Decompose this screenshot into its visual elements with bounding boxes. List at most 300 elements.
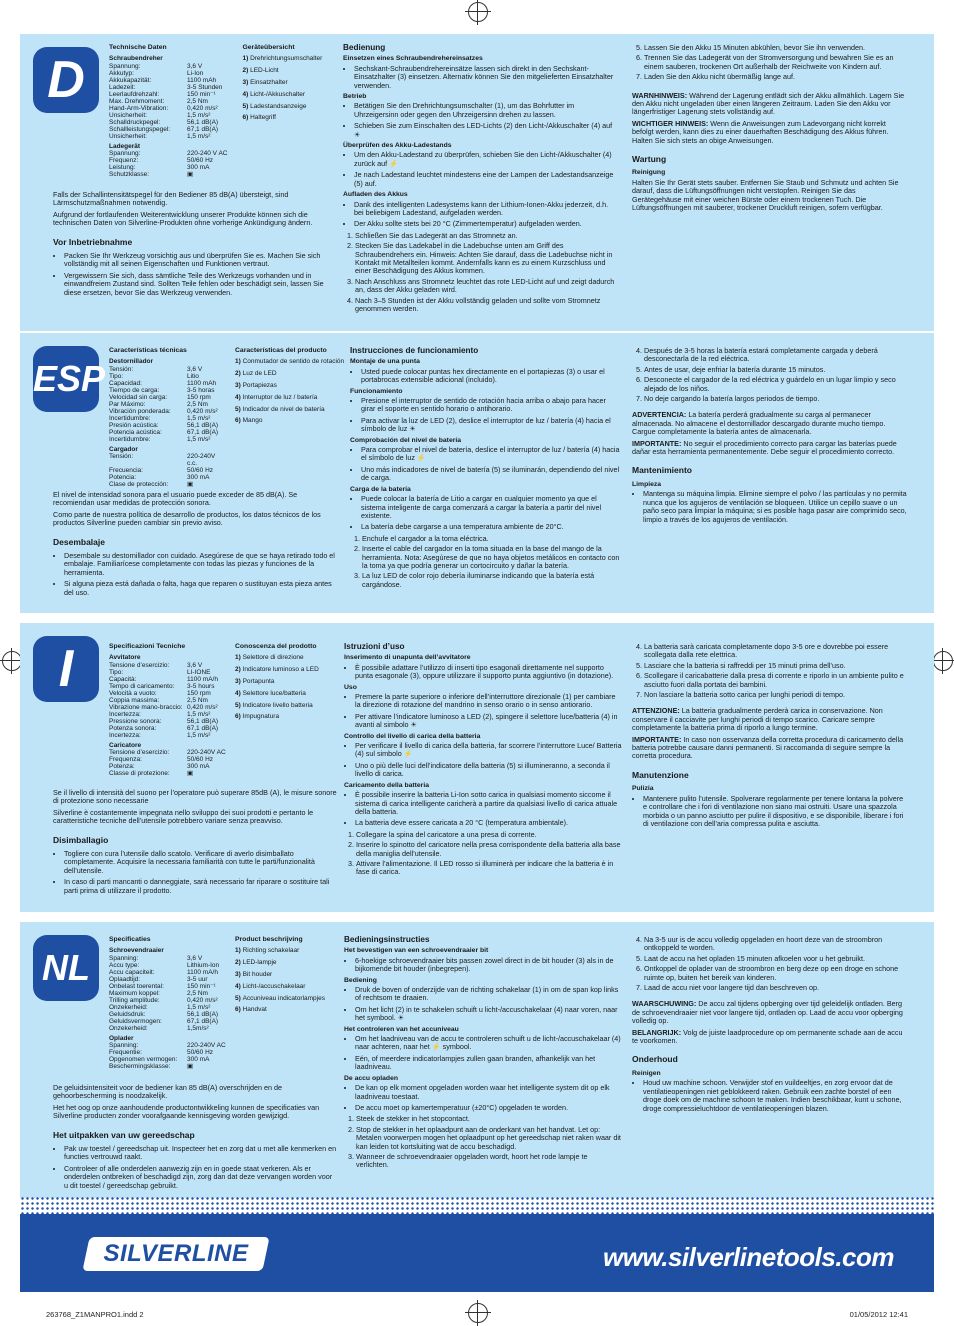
- spec-value: 1,5 m/s²: [187, 112, 211, 120]
- part-item: 3) Portapiezas: [235, 382, 277, 389]
- spec-label: Classe di protezione:: [109, 769, 170, 777]
- section-italian: [20, 623, 934, 912]
- list-item: • Schieben Sie zum Einschalten des LED-Lichts (2) den Licht-/Akkuschalter (4) auf ☀: [354, 122, 618, 139]
- subhead: Überprüfen des Akku-Ladestands: [343, 142, 452, 150]
- list-item: 2. Stecken Sie das Ladekabel in die Ladebuchse unten am Griff des Schraubendrehers ein. Hinweis: Achten Sie darauf, dass die Ladebuchse nicht in Kontakt mit Metallteilen kommt. Andernfalls kann es zu einem Kurzschluss und einer Beschädigung des Akkus kommen.: [355, 242, 618, 276]
- unpack-title: Het uitpakken van uw gereedschap: [53, 1129, 195, 1140]
- bullet-list: [355, 664, 622, 681]
- bullet-list: [354, 102, 618, 139]
- unpack-list: [64, 850, 338, 895]
- subhead: Caricamento della batteria: [344, 781, 429, 789]
- spec-label: Potenza sonora:: [109, 725, 157, 733]
- part-label: Portapunta: [242, 678, 275, 685]
- spec-label: Capacità:: [109, 675, 137, 683]
- spec-table: [109, 53, 234, 178]
- parts-list: [242, 53, 339, 124]
- section-spanish: [20, 333, 934, 613]
- spec-value: 300 mA: [187, 473, 210, 481]
- spec-value: 150 min⁻¹: [187, 982, 216, 990]
- spec-value: Li-Ion: [187, 69, 204, 77]
- spec-value: 56,1 dB(A): [187, 119, 219, 127]
- part-label: Ladestandsanzeige: [250, 102, 307, 110]
- list-item: 4. Nach 3–5 Stunden ist der Akku vollständig geladen und sollte vom Stromnetz genommen werden.: [355, 297, 618, 314]
- part-label: Licht-/Akkuschalter: [250, 90, 305, 98]
- list-item: 5. Antes de usar, deje enfriar la batería durante 15 minutos.: [644, 366, 907, 374]
- spec-value: 1,5 m/s²: [187, 415, 211, 423]
- list-item: 4. La batteria sarà caricata completamente dopo 3-5 ore e dovrebbe poi essere scollegata dalla rete elettrica.: [644, 643, 907, 660]
- spec-change-note: Como parte de nuestra política de desarrollo de productos, los datos técnicos de los productos Silverline pueden cambiar sin previo aviso.: [53, 509, 321, 528]
- logo-text: SILVERLINE: [103, 1240, 249, 1267]
- important-label: IMPORTANTE:: [632, 438, 682, 448]
- cleaning-list: [643, 795, 907, 829]
- spec-label: Trilling amplitude:: [109, 997, 160, 1005]
- spec-label: Pressione sonora:: [109, 718, 162, 726]
- list-item: 5. Laat de accu na het opladen 15 minuten afkoelen voor u het gebruikt.: [644, 955, 907, 963]
- spec-label: Vibrazione mano-braccio:: [109, 704, 183, 712]
- list-item: • Per attivare l’indicatore luminoso a LED (2), spingere il selettore luce/batteria (4) in avanti al simbolo ☀: [355, 713, 622, 730]
- spec-label: Akkukapazität:: [109, 76, 152, 84]
- list-item: • Om het licht (2) in te schakelen schuift u licht-/accuschakelaar (4) naar voren, naar het symbool. ☀: [355, 1006, 622, 1023]
- part-item: 3) Portapunta: [235, 678, 275, 685]
- spec-column: [109, 643, 349, 777]
- list-item: • Uno más indicadores de nivel de batería (5) se iluminarán, dependiendo del nivel de carga.: [361, 466, 622, 483]
- bullet-list: [355, 957, 622, 974]
- list-item: • La batería debe cargarse a una temperatura ambiente de 20°C.: [361, 523, 622, 531]
- spec-label: Maximum koppel:: [109, 989, 160, 997]
- warning-label: ATTENZIONE:: [632, 706, 680, 716]
- spec-label: Spanning:: [109, 1041, 139, 1049]
- bullet-list: [354, 151, 618, 188]
- spec-value: Lithium-Ion: [187, 961, 220, 969]
- language-tag-d: D: [33, 47, 99, 113]
- spec-value: 50/60 Hz: [187, 156, 214, 164]
- spec-group-head: Oplader: [109, 1034, 134, 1042]
- spec-label: Akkutyp:: [109, 69, 134, 77]
- list-item: • Der Akku sollte stets bei 20 °C (Zimmertemperatur) aufgeladen werden.: [354, 220, 618, 228]
- list-item: • 6-hoekige schroevendraaier bits passen zowel direct in de bit houder (3) als in de bijkomende bit houder (inbegrepen).: [355, 957, 622, 974]
- list-item: 2. Inserte el cable del cargador en la toma situada en la base del mango de la herramienta. Nota: Asegúrese de que no haya objetos metálicos en contacto con la toma ya que podría generar un cortocircuito y dañar la batería.: [362, 545, 622, 570]
- noise-note: Falls der Schallintensitätspegel für den Bediener 85 dB(A) übersteigt, sind Lärmschutzmaßnahmen notwendig.: [53, 190, 289, 208]
- spec-label: Onzekerheid:: [109, 1025, 148, 1033]
- spec-label: Frequenza:: [109, 755, 142, 763]
- spec-title: Specificazioni Tecniche: [109, 643, 186, 650]
- bullet-list: [355, 1084, 622, 1112]
- operation-title: Istruzioni d’uso: [344, 642, 405, 651]
- spec-label: Beschermingsklasse:: [109, 1062, 171, 1070]
- spec-value: 150 min⁻¹: [187, 90, 216, 98]
- part-label: Selettore di direzione: [242, 654, 304, 662]
- spec-table: [109, 652, 227, 777]
- part-item: 6) Handvat: [235, 1006, 267, 1014]
- spec-group-head: Schroevendraaier: [109, 947, 164, 955]
- notes-column: [53, 1084, 338, 1193]
- spec-value: 3-5 uur: [187, 975, 208, 983]
- spec-value: 50/60 Hz: [187, 1048, 214, 1056]
- spec-value: ▣: [187, 170, 194, 178]
- care-column: [632, 643, 907, 831]
- numbered-steps: [355, 232, 618, 314]
- spec-value: 0,420 m/s²: [187, 704, 218, 712]
- spec-label: Potenza:: [109, 762, 135, 770]
- spec-value: 1100 mAh: [187, 76, 217, 84]
- list-item: 6. Desconecte el cargador de la red eléctrica y guárdelo en un lugar limpio y seco alejado de los niños.: [644, 376, 907, 393]
- cleaning-list: [643, 490, 907, 524]
- bullet-list: [361, 397, 622, 434]
- parts-list: [235, 652, 349, 723]
- list-item: 4. Na 3-5 uur is de accu volledig opgeladen en hoort deze van de stroombron ontkoppeld te worden.: [644, 936, 907, 953]
- noise-note: Se il livello di intensità del suono per l’operatore può superare 85dB (A), le misure sonore di protezione sono necessarie: [53, 788, 337, 806]
- part-item: 4) Interruptor de luz / batería: [235, 393, 318, 401]
- spec-change-note: Aufgrund der fortlaufenden Weiterentwicklung unserer Produkte können sich die technischen Daten von Silverline-Produkten ohne vorherige Ankündigung ändern.: [53, 209, 313, 228]
- operation-title: Bedieningsinstructies: [344, 935, 430, 944]
- subhead: Betrieb: [343, 93, 367, 101]
- spec-value: 150 rpm: [187, 689, 211, 697]
- numbered-steps: [644, 44, 907, 82]
- spec-value: 2,5 Nm: [187, 400, 208, 408]
- important-label: WICHTIGER HINWEIS:: [632, 118, 709, 128]
- numbered-steps: [356, 831, 622, 877]
- spec-value: 1,5 m/s²: [187, 1004, 211, 1012]
- part-label: LED-lampje: [242, 959, 277, 967]
- spec-group-head: Schraubendreher: [109, 55, 163, 63]
- warning-text: La batería perderá gradualmente su carga al permanecer almacenada. No almacene el destornillador descargado durante mucho tiempo. Cargue completamente la batería antes de almacenarla.: [632, 410, 886, 437]
- spec-value: 56,1 dB(A): [187, 718, 219, 726]
- list-item: • Presione el interruptor de sentido de rotación hacia arriba o abajo para hacer girar el soporte en sentido horario o antihorario.: [361, 397, 622, 414]
- numbered-steps: [362, 535, 622, 589]
- cleaning-text: • Mantenere pulito l’utensile. Spolverare regolarmente per tenere lontana la polvere e controllare che i fori di ventilazione non siano mai ostruiti. Usare una spazzola morbida o un panno asciutto per pulire il dispositivo, e se disponibile, liberare i fori di ventilazione con dell’aria compressa pulita e asciutta.: [643, 795, 907, 829]
- spec-label: Schalldruckpegel:: [109, 119, 161, 127]
- spec-value: 3,6 V: [187, 62, 203, 70]
- silverline-logo: [82, 1237, 269, 1271]
- subhead: Comprobación del nivel de batería: [350, 436, 462, 444]
- subhead: Bediening: [344, 976, 377, 984]
- bullet-list: [355, 693, 622, 730]
- cleaning-text: • Mantenga su máquina limpia. Elimine siempre el polvo / las partículas y no permita nunca que los agujeros de ventilación se bloqueen. Utilice un cepillo suave o un paño seco para limpiar la máquina; si es posible haga pasar aire comprimido seco, limpio a través de los agujeros de ventilación.: [643, 490, 907, 524]
- part-item: 2) LED-Licht: [242, 67, 279, 75]
- subhead: Einsetzen eines Schraubendrehereinsatzes: [343, 55, 483, 63]
- cleaning-subhead: Limpieza: [632, 480, 662, 488]
- spec-value: 67,1 dB(A): [187, 1018, 219, 1026]
- list-item: • La batteria deve essere caricata a 20 °C (temperatura ambientale).: [355, 819, 622, 827]
- important-text: Volg de juiste laadprocedure op om permanente schade aan de accu te voorkomen.: [632, 1027, 903, 1046]
- spec-label: Par Máximo:: [109, 400, 146, 408]
- important-label: BELANGRIJK:: [632, 1027, 682, 1037]
- list-item: 3. Attivare l’alimentazione. Il LED rosso si illuminerà per indicare che la batteria è in fase di carica.: [356, 860, 622, 877]
- spec-group-head: Cargador: [109, 445, 138, 453]
- spec-value: 0,420 m/s²: [187, 997, 218, 1005]
- spec-label: Oplaadtijd:: [109, 975, 141, 983]
- operation-title: Instrucciones de funcionamiento: [350, 346, 479, 355]
- list-item: • In caso di parti mancanti o danneggiate, sarà necessario far riparare o sostituire tali parti prima di utilizzare il prodotto.: [64, 878, 338, 895]
- spec-value: 220-240 V AC: [187, 149, 228, 157]
- bullet-list: [361, 495, 622, 532]
- list-item: 4. Después de 3-5 horas la batería estará completamente cargada y deberá desconectarla de la red eléctrica.: [644, 347, 907, 364]
- list-item: • Sechskant-Schraubendrehereinsätze lassen sich direkt in den Sechskant-Einsatzhalter (3) einsetzen. Alternativ können Sie den mitgelieferten Einsatzhalter verwenden.: [354, 65, 618, 90]
- spec-value: 3-5 Stunden: [187, 83, 223, 91]
- spec-change-note: Silverline è costantemente impegnata nello sviluppo dei suoi prodotti e pertanto le caratteristiche tecniche dell’utensile potrebbero variare senza preavviso.: [53, 807, 314, 826]
- spec-label: Incertezza:: [109, 711, 141, 719]
- warning-text: De accu zal tijdens opberging over tijd geleidelijk ontladen. Berg de schroevendraaier niet voor langere tijd, ontladen op. Laad de accu voor opberging volledig op.: [632, 999, 903, 1026]
- spec-label: Incertezza:: [109, 732, 141, 740]
- subhead: Montaje de una punta: [350, 358, 420, 366]
- spec-group-head: Avvitatore: [109, 654, 141, 662]
- spec-label: Unsicherheit:: [109, 133, 147, 141]
- parts-list: [235, 945, 349, 1016]
- spec-label: Frequenz:: [109, 156, 139, 164]
- bullet-list: [354, 65, 618, 90]
- list-item: • Controleer of alle onderdelen aanwezig zijn en in goede staat verkeren. Als er onderdelen ontbreken of beschadigd zijn, zorg dan dat deze vervangen worden voor u dit toestel / gereedschap gebruikt.: [64, 1165, 338, 1190]
- list-item: 7. No deje cargando la batería largos periodos de tiempo.: [644, 395, 907, 403]
- spec-label: Onzekerheid:: [109, 1004, 148, 1012]
- part-label: Haltegriff: [250, 114, 276, 122]
- part-item: 1) Richting schakelaar: [235, 947, 300, 955]
- cleaning-text: Halten Sie Ihr Gerät stets sauber. Entfernen Sie Staub und Schmutz und achten Sie darauf, dass die Lüftungsöffnungen nicht verstopfen. Reinigen Sie das Gerätegehäuse mit einer weichen Bürste oder einem trockenen Tuch. Die Lüftungsöffnungen mit sauberer, trockener Druckluft reinigen, sofern verfügbar.: [632, 177, 899, 213]
- spec-value: 0,420 m/s²: [187, 408, 218, 416]
- spec-value: 2,5 Nm: [187, 989, 208, 997]
- spec-label: Velocità a vuoto:: [109, 689, 157, 697]
- spec-label: Max. Drehmoment:: [109, 97, 165, 105]
- list-item: • È possibile adattare l’utilizzo di inserti tipo esagonali direttamente nel supporto punta esagonale (3), oppure utilizzare il supporto punta aggiuntivo (in dotazione).: [355, 664, 622, 681]
- numbered-steps: [356, 1115, 622, 1169]
- parts-title: Conoscenza del prodotto: [235, 643, 317, 650]
- spec-label: Coppia massima:: [109, 696, 160, 704]
- care-column: [632, 44, 907, 216]
- spec-value: 2,5 Nm: [187, 696, 208, 704]
- website-url[interactable]: www.silverlinetools.com: [603, 1242, 894, 1272]
- spec-label: Potencia acústica:: [109, 429, 162, 437]
- list-item: • Desembale su destornillador con cuidado. Asegúrese de que se haya retirado todo el embalaje. Familiarícese completamente con todas las piezas y funciones de la herramienta.: [64, 552, 335, 577]
- spec-label: Tiempo de carga:: [109, 386, 160, 394]
- spec-label: Onbelast toerental:: [109, 982, 164, 990]
- subhead: De accu opladen: [344, 1074, 399, 1082]
- cleaning-text: • Houd uw machine schoon. Verwijder stof en vuildeeltjes, en zorg ervoor dat de ventilatieopeningen niet geblokkeerd raken. Gebruik een zachte borstel of een droge doek om de machine schoon te maken. Indien beschikbaar, kunt u schone, droge compressieluchtdoor de ventilatieopeningen blazen.: [643, 1079, 907, 1113]
- list-item: 2. Inserire lo spinotto del caricatore nella presa corrispondente della batteria alla base della maniglia dell’utensile.: [356, 841, 622, 858]
- list-item: • Je nach Ladestand leuchtet mindestens eine der Lampen der Ladestandsanzeige (5) auf.: [354, 171, 618, 188]
- part-label: Licht-/accuschakelaar: [242, 982, 306, 990]
- part-item: 1) Conmutador de sentido de rotación: [235, 358, 345, 366]
- spec-label: Accu type:: [109, 961, 140, 969]
- part-label: Bit houder: [242, 971, 273, 978]
- list-item: • Para activar la luz de LED (2), deslice el interruptor de luz / batería (4) hacia el símbolo de luz ☀: [361, 417, 622, 434]
- spec-value: 1100 mA/h: [187, 675, 218, 683]
- print-slug-date: 01/05/2012 12:41: [849, 1310, 908, 1319]
- part-label: Selettore luce/batteria: [242, 689, 306, 697]
- registration-mark-top: [468, 2, 488, 22]
- list-item: 2. Stop de stekker in het oplaadpunt aan de onderkant van het handvat. Let op: Metalen voorwerpen mogen het oplaadpunt op het gereedschap niet raken waar dit kan leiden tot kortsluiting wat de accu beschadigd.: [356, 1126, 622, 1151]
- print-slug-file: 263768_Z1MANPRO1.indd 2: [46, 1310, 144, 1319]
- spec-value: 56,1 dB(A): [187, 422, 219, 430]
- spec-value: LI-IONE: [187, 668, 211, 676]
- list-item: 1. Collegare la spina del caricatore a una presa di corrente.: [356, 831, 622, 839]
- registration-mark-left: [2, 651, 22, 671]
- list-item: • Druk de boven of onderzijde van de richting schakelaar (1) in om de span kop links of rechtsom te draaien.: [355, 986, 622, 1003]
- unpack-list: [64, 552, 335, 597]
- subhead: Inserimento di unapunta dell’avvitatore: [344, 654, 471, 662]
- list-item: 6. Trennen Sie das Ladegerät von der Stromversorgung und bewahren Sie es an einem sauberen, trockenen Ort außerhalb der Reichweite von Kindern auf.: [644, 54, 907, 71]
- spec-label: Tensión:: [109, 365, 134, 373]
- language-tag-esp: ESP: [33, 346, 99, 412]
- spec-label: Schutzklasse:: [109, 170, 150, 178]
- operation-title: Bedienung: [343, 43, 386, 52]
- part-item: 6) Mango: [235, 417, 263, 425]
- spec-label: Hand-Arm-Vibration:: [109, 105, 169, 113]
- spec-label: Incertidumbre:: [109, 415, 151, 423]
- language-tag-nl: NL: [33, 935, 99, 1001]
- spec-label: Tipo:: [109, 668, 124, 676]
- part-label: Indicatore luminoso a LED: [242, 666, 319, 674]
- part-item: 6) Haltegriff: [242, 114, 276, 122]
- list-item: 5. Lasciare che la batteria si raffreddi per 15 minuti prima dell’uso.: [644, 662, 907, 670]
- subhead: Controllo del livello di carica della batteria: [344, 732, 481, 740]
- operation-column: [343, 44, 618, 315]
- spec-label: Spannung:: [109, 62, 141, 70]
- spec-value: 300 mA: [187, 1055, 210, 1063]
- list-item: 3. La luz LED de color rojo debería iluminarse indicando que la batería está cargándose.: [362, 572, 622, 589]
- notes-column: [53, 789, 338, 898]
- spec-label: Opgenomen vermogen:: [109, 1055, 178, 1063]
- bullet-list: [354, 201, 618, 229]
- registration-mark-bottom: [468, 1303, 488, 1323]
- list-item: 1. Schließen Sie das Ladegerät an das Stromnetz an.: [355, 232, 618, 240]
- spec-value: Litio: [187, 372, 199, 380]
- part-item: 3) Einsatzhalter: [242, 79, 288, 86]
- footer-band: [20, 1214, 934, 1292]
- part-label: Einsatzhalter: [250, 79, 288, 86]
- halftone-band: [20, 1196, 934, 1216]
- spec-label: Tensione d’esercizio:: [109, 748, 170, 756]
- bullet-list: [355, 986, 622, 1023]
- notes-column: [53, 191, 333, 300]
- subhead: Funcionamiento: [350, 387, 403, 395]
- list-item: 3. Nach Anschluss ans Stromnetz leuchtet das rote LED-Licht auf und zeigt dadurch an, dass der Akku geladen wird.: [355, 278, 618, 295]
- spec-table: [109, 356, 227, 488]
- spec-value: 1100 mAh: [187, 379, 217, 387]
- spec-value: ▣: [187, 1062, 194, 1070]
- list-item: • Vergewissern Sie sich, dass sämtliche Teile des Werkzeugs vorhanden und in einwandfreiem Zustand sind. Sollten Teile fehlen oder beschädigt sein, lassen Sie diese ersetzen, bevor Sie das Werkzeug verwenden.: [64, 272, 333, 297]
- spec-label: Leerlaufdrehzahl:: [109, 90, 160, 98]
- part-item: 4) Selettore luce/batteria: [235, 689, 306, 697]
- parts-title: Geräteübersicht: [242, 44, 295, 51]
- spec-value: 1,5 m/s²: [187, 711, 211, 719]
- registration-mark-right: [933, 651, 953, 671]
- list-item: • Um den Akku-Ladestand zu überprüfen, schieben Sie den Licht-/Akkuschalter (4) zurück auf ⚡: [354, 151, 618, 168]
- list-item: 6. Ontkoppel de oplader van de stroombron en berg deze op een droge en schone ruimte op, buiten het bereik van kinderen.: [644, 965, 907, 982]
- spec-value: 67,1 dB(A): [187, 725, 219, 733]
- spec-label: Frecuencia:: [109, 466, 143, 474]
- spec-table: [109, 945, 227, 1070]
- spec-label: Capacidad:: [109, 379, 142, 387]
- spec-label: Geluidsvermogen:: [109, 1018, 162, 1026]
- important-label: IMPORTANTE:: [632, 734, 682, 744]
- spec-label: Vibración ponderada:: [109, 408, 171, 416]
- spec-value: 50/60 Hz: [187, 755, 214, 763]
- list-item: • Betätigen Sie den Drehrichtungsumschalter (1), um das Bohrfutter im Uhrzeigersinn oder gegen den Uhrzeigersinn drehen zu lassen.: [354, 102, 618, 119]
- list-item: 1. Enchufe el cargador a la toma eléctrica.: [362, 535, 622, 543]
- section-dutch: [20, 922, 934, 1198]
- part-item: 5) Accuniveau indicatorlampjes: [235, 994, 325, 1002]
- list-item: • È possibile inserire la batteria Li-Ion sotto carica in qualsiasi momento siccome il sistema di carica intelligente caricherà a partire da qualsiasi livello di carica attuale della batteria.: [355, 791, 622, 816]
- spec-group-head: Caricatore: [109, 741, 142, 749]
- list-item: • Pak uw toestel / gereedschap uit. Inspecteer het en zorg dat u met alle kenmerken en functies vertrouwd raakt.: [64, 1145, 338, 1162]
- spec-value: ▣: [187, 481, 194, 488]
- spec-value: 3-5 hours: [187, 682, 215, 690]
- subhead: Het controleren van het accuniveau: [344, 1025, 459, 1033]
- spec-value: 300 mA: [187, 762, 210, 770]
- parts-list: [235, 356, 349, 427]
- important-text: Wenn die Anweisungen zum Ladevorgang nicht korrekt befolgt werden, kann dies zu einer dauerhaften Beschädigung des Akkus führen. Halten Sie sich stets an obige Anweisungen.: [632, 118, 889, 145]
- spec-value: 1,5 m/s²: [187, 133, 211, 141]
- part-item: 1) Selettore di direzione: [235, 654, 304, 662]
- list-item: 1. Steek de stekker in het stopcontact.: [356, 1115, 622, 1123]
- spec-title: Características técnicas: [109, 347, 187, 354]
- bullet-list: [355, 791, 622, 828]
- spec-value: 50/60 Hz: [187, 466, 214, 474]
- list-item: • Om het laadniveau van de accu te controleren schuift u de licht-/accuschakelaar (4) naar achteren, naar het ⚡ symbool.: [355, 1035, 622, 1052]
- list-item: • Per verificare il livello di carica della batteria, far scorrere l’interruttore Luce/ Batteria (4) sul simbolo ⚡: [355, 742, 622, 759]
- spec-group-head: Ladegerät: [109, 142, 141, 150]
- list-item: • Uno o più delle luci dell’indicatore della batteria (5) si illumineranno, a seconda il livello di carica.: [355, 762, 622, 779]
- part-item: 4) Licht-/accuschakelaar: [235, 982, 306, 990]
- list-item: 6. Scollegare il caricabatterie dalla presa di corrente e riporlo in un ambiente pulito e asciutto fuori dalla portata dei bambini.: [644, 672, 907, 689]
- part-label: LED-Licht: [250, 67, 279, 75]
- spec-value: 1,5 m/s²: [187, 436, 211, 444]
- part-item: 2) LED-lampje: [235, 959, 277, 967]
- spec-value: 220-240V AC: [187, 1041, 226, 1049]
- spec-label: Potencia:: [109, 473, 137, 481]
- list-item: 7. Laad de accu niet voor langere tijd dan beschreven op.: [644, 984, 907, 992]
- part-item: 1) Drehrichtungsumschalter: [242, 55, 323, 63]
- list-item: • De kan op elk moment opgeladen worden waar het intelligente system dit op elk laadniveau toestaat.: [355, 1084, 622, 1101]
- spec-value: 0,420 m/s²: [187, 105, 218, 113]
- bullet-list: [355, 742, 622, 779]
- list-item: 7. Non lasciare la batteria sotto carica per lunghi periodi di tempo.: [644, 691, 907, 699]
- operation-column: [350, 347, 622, 591]
- spec-label: Spanning:: [109, 954, 139, 962]
- spec-value: 3,6 V: [187, 661, 203, 669]
- noise-note: De geluidsintensiteit voor de bediener kan 85 dB(A) overschrijden en de gehoorbescherming is noodzakelijk.: [53, 1083, 282, 1101]
- part-item: 5) Indicatore livello batteria: [235, 701, 313, 709]
- unpack-list: [64, 1145, 338, 1190]
- cleaning-subhead: Reinigung: [632, 169, 666, 177]
- spec-value: 67,1 dB(A): [187, 429, 219, 437]
- part-item: 6) Impugnatura: [235, 713, 280, 721]
- part-label: Luz de LED: [242, 370, 277, 378]
- spec-label: Accu capaciteit:: [109, 968, 155, 976]
- subhead: Aufladen des Akkus: [343, 191, 408, 199]
- language-tag-i: I: [33, 636, 99, 702]
- list-item: • Togliere con cura l’utensile dallo scatolo. Verificare di averlo disimballato completamente. Acquisire la necessaria familiarità con tutte le parti/funzionalità dell’utensile.: [64, 850, 338, 875]
- maintenance-title: Manutenzione: [632, 769, 689, 780]
- operation-column: [344, 643, 622, 879]
- list-item: • Eén, of meerdere indicatorlampjes zullen gaan branden, afhankelijk van het laadniveau.: [355, 1055, 622, 1072]
- spec-value: 300 mA: [187, 163, 210, 171]
- spec-label: Spannung:: [109, 149, 141, 157]
- spec-label: Velocidad sin carga:: [109, 393, 168, 401]
- parts-title: Características del producto: [235, 347, 327, 354]
- spec-label: Presión acústica:: [109, 422, 159, 430]
- care-column: [632, 936, 907, 1116]
- spec-label: Tempo di caricamento:: [109, 682, 175, 690]
- subhead: Carga de la batería: [350, 485, 411, 493]
- spec-title: Specificaties: [109, 936, 151, 943]
- numbered-steps: [644, 643, 907, 699]
- section-german: [20, 34, 934, 331]
- part-item: 2) Indicatore luminoso a LED: [235, 666, 319, 674]
- warning-label: ADVERTENCIA:: [632, 410, 687, 420]
- spec-label: Tensión:: [109, 452, 134, 460]
- spec-label: Incertidumbre:: [109, 436, 151, 444]
- part-label: Portapiezas: [242, 382, 277, 389]
